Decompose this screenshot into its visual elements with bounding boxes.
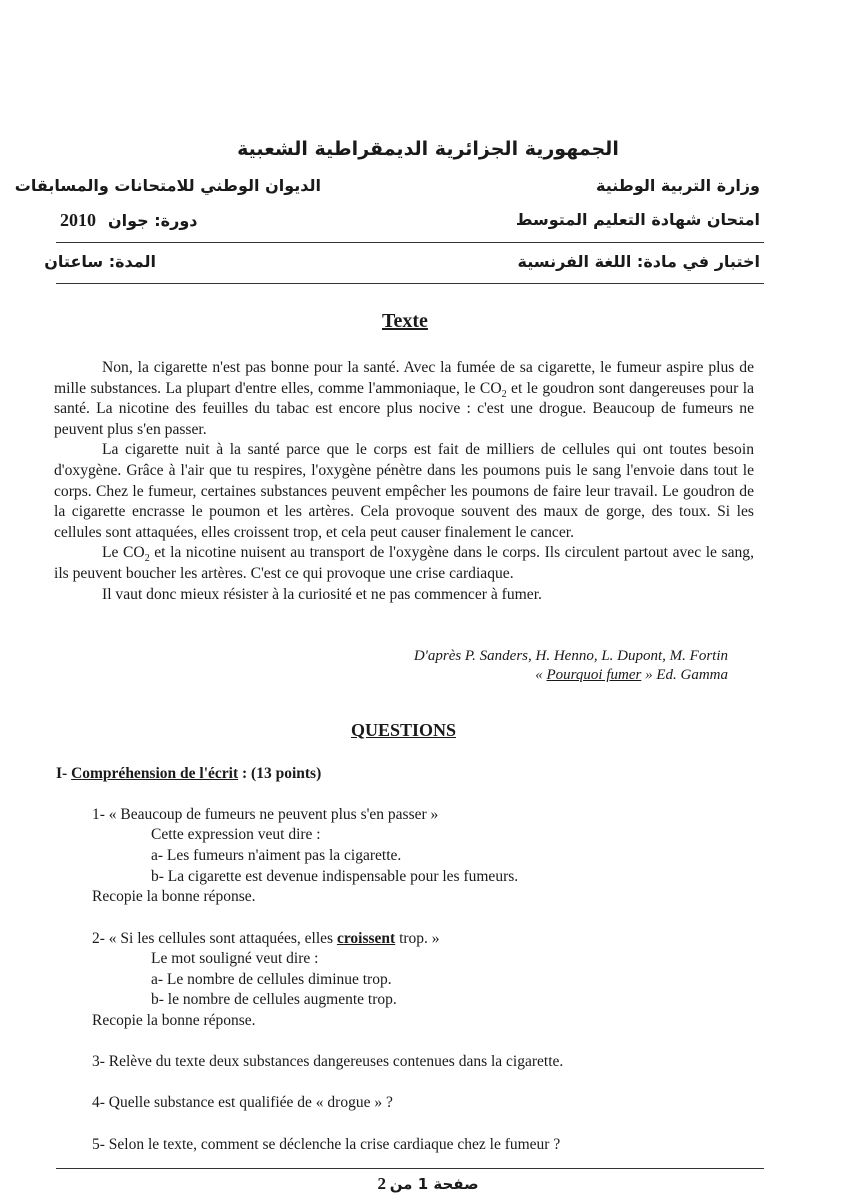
ministry-label: وزارة التربية الوطنية (595, 176, 760, 195)
subject-label: اختبار في مادة: اللغة الفرنسية (517, 252, 760, 271)
source-book: « Pourquoi fumer » Ed. Gamma (535, 667, 728, 683)
question-1-instruction: Recopie la bonne réponse. (92, 888, 256, 905)
session-year: 2010 (60, 210, 96, 230)
page-label: صفحة 1 من (389, 1175, 479, 1193)
text-title: Texte (382, 310, 428, 332)
reading-text (54, 358, 754, 605)
paragraph-2: La cigarette nuit à la santé parce que le corps est fait de milliers de cellules qui ont toutes besoin d'oxygène. Grâce à l'air que tu respires, l'oxygène pénètre dans les poumons puis le sang l'envoie dans tout le corps. Chez le fumeur, certaines substances peuvent empêcher les poumons de faire leur travail. Le goudron de la cigarette encrasse le poumon et les artères. Cela provoque souvent des maux de gorge, des toux. Si les cellules sont attaquées, elles croissent trop, et cela peut causer finalement le cancer. (54, 441, 754, 541)
underlined-word: croissent (336, 930, 396, 947)
book-title: Pourquoi fumer (546, 667, 642, 683)
question-2-intro: Le mot souligné veut dire : (151, 950, 319, 967)
question-2-option-b: b- le nombre de cellules augmente trop. (151, 991, 397, 1008)
question-1-intro: Cette expression veut dire : (151, 826, 321, 843)
footer-rule (56, 1168, 764, 1169)
question-4: 4- Quelle substance est qualifiée de « drogue » ? (92, 1094, 393, 1111)
republic-title: الجمهورية الجزائرية الديمقراطية الشعبية (237, 138, 619, 160)
office-label: الديوان الوطني للامتحانات والمسابقات (14, 176, 321, 195)
page-indicator (0, 1174, 856, 1194)
section-heading: I- Compréhension de l'écrit : (13 points) (56, 765, 322, 782)
question-1-option-a: a- Les fumeurs n'aiment pas la cigarette. (151, 847, 402, 864)
question-5: 5- Selon le texte, comment se déclenche la crise cardiaque chez le fumeur ? (92, 1136, 561, 1153)
source-authors: D'après P. Sanders, H. Henno, L. Dupont, M. Fortin (413, 648, 728, 664)
paragraph-4: Il vaut donc mieux résister à la curiosité et ne pas commencer à fumer. (102, 585, 542, 603)
duration-label: المدة: ساعتان (44, 252, 156, 271)
paragraph-3: Le $CO_2$ et la nicotine nuisent au transport de l'oxygène dans le corps. Ils circulent partout avec le sang, ils peuvent boucher les artères. C'est ce qui provoque une crise cardiaque. (54, 544, 755, 582)
exam-label: امتحان شهادة التعليم المتوسط (515, 210, 760, 229)
session-info (60, 210, 197, 231)
session-label: دورة: جوان (108, 211, 198, 230)
question-1-option-b: b- La cigarette est devenue indispensable pour les fumeurs. (151, 868, 519, 885)
question-2-option-a: a- Le nombre de cellules diminue trop. (151, 971, 392, 988)
questions-title: QUESTIONS (351, 720, 457, 740)
page-number: 2 (377, 1174, 386, 1193)
question-2-instruction: Recopie la bonne réponse. (92, 1012, 256, 1029)
paragraph-1: Non, la cigarette n'est pas bonne pour la santé. Avec la fumée de sa cigarette, le fumeur aspire plus de mille substances. La plupart d'entre elles, comme l'ammoniaque, le $CO_2$ et le goudron sont dangereuses pour la santé. La nicotine des feuilles du tabac est encore plus nocive : c'est une drogue. Beaucoup de fumeurs ne peuvent plus s'en passer. (54, 359, 755, 438)
question-2: 2- « Si les cellules sont attaquées, elles croissent trop. » (92, 930, 440, 947)
header-rule-bottom (56, 283, 764, 284)
question-1: 1- « Beaucoup de fumeurs ne peuvent plus s'en passer » (92, 806, 439, 823)
question-3: 3- Relève du texte deux substances dangereuses contenues dans la cigarette. (92, 1053, 564, 1070)
header-rule-top (56, 242, 764, 243)
